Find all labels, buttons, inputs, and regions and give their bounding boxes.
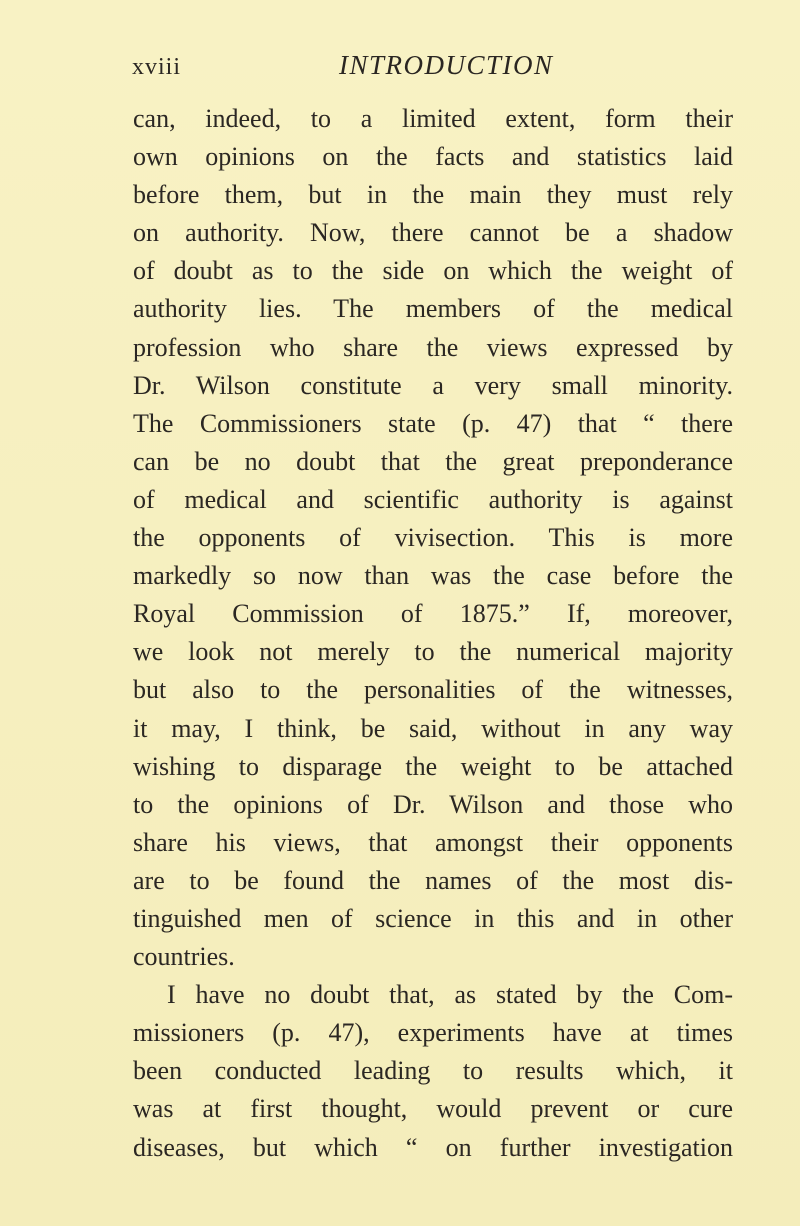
page-header [0,50,800,90]
text-line: Dr. Wilson constitute a very small minority. [133,370,733,400]
text-line: can be no doubt that the great preponderance [133,446,733,476]
text-line: of medical and scientific authority is against [133,484,733,514]
text-line: share his views, that amongst their opponents [133,827,733,857]
text-line: diseases, but which “ on further investigation [133,1132,733,1162]
text-line: profession who share the views expressed by [133,332,733,362]
text-line: own opinions on the facts and statistics laid [133,142,733,172]
text-line: are to be found the names of the most dis- [133,865,733,895]
text-line: was at first thought, would prevent or cure [133,1094,733,1124]
text-line: before them, but in the main they must rely [133,180,733,210]
text-line: of doubt as to the side on which the weight of [133,256,733,286]
body-text [133,100,733,1167]
text-line: on authority. Now, there cannot be a shadow [133,218,733,248]
text-line: tinguished men of science in this and in other [133,903,733,933]
text-line: the opponents of vivisection. This is more [133,523,733,553]
text-line: authority lies. The members of the medical [133,294,733,324]
text-line: markedly so now than was the case before the [133,561,733,591]
text-line: The Commissioners state (p. 47) that “ there [133,408,733,438]
text-line: we look not merely to the numerical majority [133,637,733,667]
text-line: to the opinions of Dr. Wilson and those who [133,789,733,819]
text-line: can, indeed, to a limited extent, form their [133,104,733,133]
text-line: missioners (p. 47), experiments have at times [133,1018,733,1048]
text-line: it may, I think, be said, without in any way [133,713,733,743]
text-line: Royal Commission of 1875.” If, moreover, [133,599,733,629]
text-line: I have no doubt that, as stated by the Com- [167,980,733,1010]
page-number: xviii [132,54,182,80]
text-line: countries. [133,942,235,972]
running-head: INTRODUCTION [339,50,554,80]
text-line: but also to the personalities of the witnesses, [133,675,733,705]
text-line: been conducted leading to results which, it [133,1056,733,1086]
text-line: wishing to disparage the weight to be attached [133,751,733,781]
